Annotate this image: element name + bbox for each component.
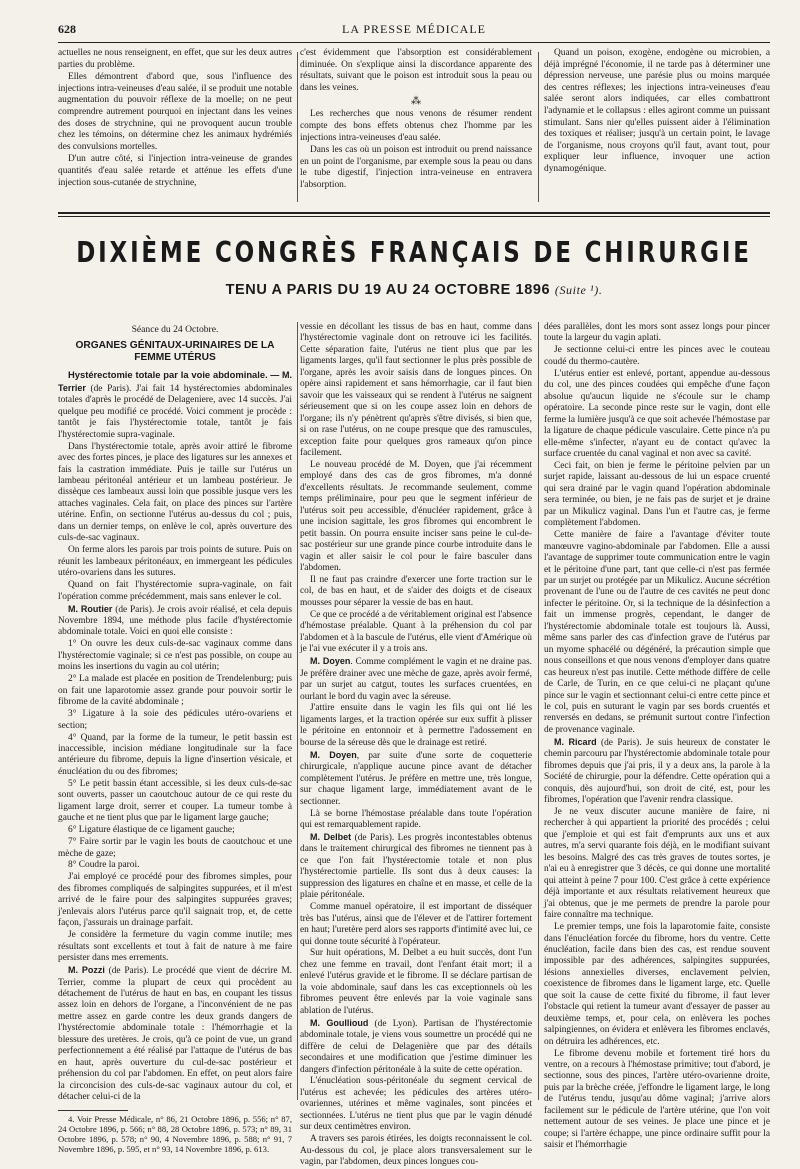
main-column-3 (544, 322, 771, 1151)
speaker-name: M. Delbet (310, 831, 352, 842)
paragraph: On ferme alors les parois par trois points de suture. Puis on réunit les lambeaux péritonéaux, en immergeant les pédicules utéro-ovariens dans les sutures. (58, 545, 292, 579)
paragraph: 7° Faire sortir par le vagin les bouts de caoutchouc et une mèche de gaze; (58, 837, 292, 859)
paragraph: Je considère la fermeture du vagin comme inutile; mes résultats sont excellents et tout à fait de nature à me faire persister dans mes errements. (58, 930, 292, 964)
paragraph: Quand on fait l'hystérectomie supra-vaginale, on fait l'opération comme précédemment, mais sans enlever le col. (58, 580, 292, 602)
paragraph: Il ne faut pas craindre d'exercer une forte traction sur le col, de bas en haut, et de s'aider des doigts et de ciseaux mousses pour séparer la vessie de bas en haut. (300, 574, 532, 608)
paragraph: J'attire ensuite dans le vagin les fils qui ont lié les ligaments larges, et la traction opérée sur eux suffit à plisser le péritoine en entonnoir et à permettre l'adossement en bourse de la séreuse dès que le drainage est retiré. (300, 703, 532, 748)
header-rule (58, 42, 770, 43)
paragraph: 3° Ligature à la soie des pédicules utéro-ovariens et section; (58, 709, 292, 731)
paragraph: Ceci fait, on bien je ferme le péritoine pelvien par un surjet rapide, laissant au-dessous de lui un espace cruenté qui sera drainé par le vagin quand l'opération abdominale sera terminée, ou bien, je ne fais pas de surjet et je draine par un Mikulicz vaginal. Dans l'un et l'autre cas, je ferme complètement l'abdomen. (544, 460, 770, 529)
paragraph: actuelles ne nous renseignent, en effet, que sur les deux autres parties du problème. (58, 48, 292, 70)
main-column-2 (300, 322, 532, 1168)
top-column-1 (58, 48, 292, 190)
paragraph: Là se borne l'hémostase préalable dans toute l'opération qui est remarquablement rapide. (300, 808, 532, 830)
section-separator (58, 212, 770, 214)
main-column-1 (58, 322, 293, 1155)
paragraph: 1° On ouvre les deux culs-de-sac vaginaux comme dans l'hystérectomie vaginale; si ce n'est pas possible, on coupe au moins les insertions du vagin au col utérin; (58, 639, 292, 673)
journal-title: LA PRESSE MÉDICALE (341, 22, 486, 36)
section-separator (58, 216, 770, 217)
paragraph: M. Routier (de Paris). Je crois avoir réalisé, et cela depuis Novembre 1894, une méthode plus facile d'hystérectomie abdominale totale. Voici en quoi elle consiste : (58, 603, 293, 638)
speaker-name: M. Doyen (310, 749, 357, 760)
paragraph: Je ne veux discuter aucune manière de faire, ni rechercher à qui appartient la priorité des procédés ; celui que j'emploie et qui est fait d'emprunts aux uns et aux autres, m'a servi quarante fois déjà, en le modifiant suivant les besoins. Malgré des cas très graves de toutes sortes, je n'ai eu à enregistrer que 3 décès, ce qui donne une mortalité qui atteint à peine 7 pour 100. C'est grâce à cette expérience déjà importante et aux résultats relativement heureux que j'ai obtenus, que je me permets de prendre la parole pour faire connaître ma technique. (544, 807, 770, 921)
subheading: Hystérectomie totale par la voie abdominale. (68, 369, 268, 381)
suite-note: (Suite ¹). (554, 283, 603, 297)
page-header (58, 22, 770, 40)
paragraph: 8° Coudre la paroi. (68, 860, 140, 871)
speaker-name: — M. Terrier (58, 370, 292, 393)
paragraph: Le nouveau procédé de M. Doyen, que j'ai récemment employé dans des cas de gros fibromes, m'a donné d'excellents résultats. Je recommande seulement, comme temps préliminaire, pour peu que le segment inférieur de l'utérus soit peu accessible, d'énucléer rapidement, grâce à une incision sagittale, les gros fibromes qui encombrent le petit bassin. On pourra ensuite inciser sans peine le cul-de-sac postérieur sur une grande pince courbe introduite dans le vagin et aller saisir le col pour le faire basculer dans l'abdomen. (300, 459, 532, 574)
paragraph: Je sectionne celui-ci entre les pinces avec le couteau coudé du thermo-cautère. (544, 345, 770, 367)
paragraph: c'est évidemment que l'absorption est considérablement diminuée. On s'explique ainsi la discordance apparente des résultats, suivant que le poison est introduit sous la peau ou dans les veines. (300, 48, 532, 93)
paragraph: 5° Le petit bassin étant accessible, si les deux culs-de-sac sont ouverts, passer un caoutchouc autour de ce qui reste du ligament large droit, serrer et couper. La tumeur tombe à gauche et ne tient plus que par le ligament large gauche; (58, 778, 292, 824)
paragraph: dées parallèles, dont les mors sont assez longs pour pincer toute la largeur du vagin aplati. (544, 322, 770, 344)
column-divider (297, 322, 298, 1100)
paragraph: J'ai employé ce procédé pour des fibromes simples, pour des fibromes compliqués de salpingites suppurées, et il m'est arrivé de le faire pour des salpingites suppurées graves; j'enlevais alors l'utérus parce qu'il saignait trop, et, de cette façon, j'assurais un drainage parfait. (58, 872, 292, 929)
top-article-continuation (58, 48, 770, 208)
asterism: ⁂ (411, 96, 421, 108)
speaker-name: M. Pozzi (68, 965, 105, 976)
paragraph: Hystérectomie totale par la voie abdominale. — M. Terrier (de Paris). J'ai fait 14 hystérectomies abdominales totales d'après le procédé de Delageniere, avec 14 succès. J'ai quelque peu modifié ce procédé. Voici comment je procède : tantôt je fais l'hystérectomie totale, tantôt je fais l'hystérectomie supra-vaginale. (58, 369, 292, 440)
paragraph: Ce que ce procédé a de véritablement original est l'absence d'hémostase préalable. Quant à la préhension du col par l'abdomen et à la bascule de l'utérus, elle vient d'Amérique où je l'ai vue exécuter il y a trois ans. (300, 609, 532, 655)
paragraph: Les recherches que nous venons de résumer rendent compte des bons effets obtenus chez l'homme par les injections intra-veineuses d'eau salée. (300, 109, 532, 143)
column-divider (297, 52, 298, 202)
paragraph: M. Goullioud (de Lyon). Partisan de l'hystérectomie abdominale totale, je viens vous soumettre un procédé qui ne diffère de celui de Delagenière que par des détails secondaires et une modification que j'estime diminuer les dangers d'infection péritonéale à la suite de cette opération. (300, 1017, 532, 1075)
footnote-rule (58, 1110, 128, 1111)
paragraph: L'énucléation sous-péritonéale du segment cervical de l'utérus est achevée; les pédicules des artères utéro-ovariennes, utérines et même vaginales, sont pincées et sectionnées. L'utérus ne tient plus que par le vagin dénudé sur deux centimètres environ. (300, 1076, 532, 1133)
speaker-name: M. Goullioud (310, 1017, 369, 1028)
paragraph: M. Ricard (de Paris). Je suis heureux de constater le chemin parcouru par l'hystérectomie abdominale totale pour fibromes depuis que j'ai pris, il y a deux ans, la parole à la Société de chirurgie, pour la défendre. Cette opération qui a conquis, dès aujourd'hui, son droit de cité, est, pour les fibromes, l'opération que l'avenir rendra classique. (544, 736, 771, 806)
paragraph: 6° Ligature élastique de ce ligament gauche; (68, 825, 235, 836)
paragraph: 4° Quand, par la forme de la tumeur, le petit bassin est inaccessible, incision médiane longitudinale sur la face antérieure du fibrome, depuis la ligne d'insertion vésicale, et énucléation du ou des fibromes; (58, 732, 292, 777)
paragraph: 2° La malade est placée en position de Trendelenburg; puis on fait une laparotomie assez grande pour pouvoir sortir le fibrome de la cavité abdominale ; (58, 674, 292, 708)
paragraph: vessie en décollant les tissus de bas en haut, comme dans l'hystérectomie vaginale dont on retrouve ici les facilités. Cette séparation faite, l'utérus ne tient plus que par les ligaments larges, qu'il faut sectionner le plus près possible de l'organe, après les avoir saisis dans de longues pinces. On opère ainsi rapidement et sans hémorrhagie, car il faut bien savoir que les vaisseaux qui se rendent à l'utérus ne saignent sérieusement que si on les coupe assez loin en dehors de l'organe; ils n'y pénètrent qu'après s'être divisés, si bien que, si on rase l'utérus, on ne coupe presque que des ramuscules, exception faite pour quelques gros rameaux qu'on pince facilement. (300, 322, 532, 458)
session-date: Séance du 24 Octobre. (131, 324, 219, 335)
paragraph: M. Doyen. Comme complément le vagin et ne draine pas. Je préfère drainer avec une mèche de gaze, après avoir fermé, par un surjet au catgut, toutes les surfaces cruentées, en ourlant le bord du vagin avec la séreuse. (300, 656, 532, 702)
paragraph: Le fibrome devenu mobile et fortement tiré hors du ventre, on a recours à l'hémostase primitive; tout d'abord, je sectionne, sous des pinces, l'artère utéro-ovarienne droite, puis par la brèche créée, j'effondre le ligament large, le long de l'utérus tendu, jusqu'au dôme vaginal; j'arrive alors facilement sur le pédicule de l'artère utérine, que l'on voit nettement autour de ses veines. Je place une pince et je coupe; si l'artère échappe, une pince ordinaire suffit pour la saisir et l'hémorrhagie (544, 1048, 770, 1151)
paragraph: Cette manière de faire a l'avantage d'éviter toute manœuvre vagino-abdominale par l'abdomen. Elle a aussi l'avantage de supprimer toute communication entre le vagin et le péritoine d'une part, tant que celle-ci n'est pas fermée par un surjet ou protégée par un Mikulicz. Aucune sécrétion provenant de l'une ou de l'autre de ces cavités ne peut donc infecter le péritoine. Or, si la technique de la désinfection a fait un immense progrès, cependant, le danger de l'hystérectomie abdominale totale est toujours là. Aussi, même sans parler des cas d'infection grave de l'utérus par un myome sphacélé ou dégénéré, la précaution simple que nous conseillons et que nous venons d'employer dans quatre cas heureux n'est pas inutile. Cette méthode diffère de celle de Carle, de Turin, en ce que celui-ci ne plaçant qu'une pince sur le vagin et sectionnant celui-ci entre cette pince et le col, puis en suturant le vagin par ses bords cruentés et renversés en dedans, se prémunit surtout contre l'infection de provenance vaginale. (544, 530, 770, 735)
top-column-3 (544, 48, 770, 177)
section-title: ORGANES GÉNITAUX-URINAIRES DE LA FEMME UTÉRUS (75, 340, 275, 364)
paragraph: Quand un poison, exogène, endogène ou microbien, a déjà imprégné l'économie, il ne tarde pas à déterminer une dépression nerveuse, une parésie plus ou moins marquée des centres réflexes; les injections intra-veineuses d'eau salée seront alors indiquées, car elles combattront l'adynamie et le collapsus : elles agiront comme un puissant stimulant. Sans nier qu'elles puissent aider à l'élimination des toxiques et réaliser; jusqu'à un certain point, le lavage de l'organisme, nous croyons qu'il faut, avant tout, pour expliquer leur influence, invoquer une action dynamogénique. (544, 48, 770, 174)
paragraph: M. Delbet (de Paris). Les progrès incontestables obtenus dans le traitement chirurgical des fibromes ne tiennent pas à ce que l'on fait l'hystérectomie totale et non plus l'hystérectomie partielle. Ils sont dus à deux causes: la suppression des ligatures en chaîne et en masse, et celle de la plaie péritonéale. (300, 831, 532, 901)
congress-report (58, 322, 771, 1168)
paragraph: Elles démontrent d'abord que, sous l'influence des injections intra-veineuses d'eau salée, il se produit une notable augmentation du pouvoir réflexe de la moelle; on ne peut comprendre autrement pourquoi en injectant dans les veines des doses de strychnine, qui ne provoquent aucun trouble chez les témoins, on détermine chez les animaux hydrémiés des convulsions mortelles. (58, 72, 292, 152)
paragraph: D'un autre côté, si l'injection intra-veineuse de grandes quantités d'eau salée retarde et atténue les effets d'une injection sous-cutanée de strychnine, (58, 154, 292, 188)
paragraph: L'utérus entier est enlevé, portant, appendue au-dessous du col, une des pinces coudées qui empêche d'une façon absolue qu'aucun liquide ne s'écoule sur le champ opératoire. La seconde pince reste sur le vagin, dont elle ferme la lumière jusqu'à ce que soit achevée l'hémostase par la ligature de chaque pédicule vasculaire. Cette pince n'a pu elle-même s'infecter, n'ayant eu de contact qu'avec la surface cruentée du canal vaginal et non avec sa cavité. (544, 368, 770, 459)
congress-subtitle (58, 282, 770, 298)
top-column-2 (300, 48, 532, 193)
paragraph: Dans les cas où un poison est introduit ou prend naissance en un point de l'organisme, par exemple sous la peau ou dans le tube digestif, l'injection intra-veineuse en entravera l'absorption. (300, 145, 532, 190)
speaker-name: M. Ricard (554, 736, 597, 747)
congress-dates: TENU A PARIS DU 19 AU 24 OCTOBRE 1896 (225, 282, 551, 298)
column-divider (538, 52, 539, 202)
speaker-name: M. Routier (68, 603, 113, 614)
footnote: 4. Voir Presse Médicale, n° 86, 21 Octobre 1896, p. 556; n° 87, 24 Octobre 1896, p. 566; n° 88, 28 Octobre 1896, p. 573; n° 89, 31 Octobre 1896, p. 578; n° 90, 4 Novembre 1896, p. 588; n° 91, 7 Novembre 1896, p. 595, et n° 93, 14 Novembre 1896, p. 613. (58, 1113, 292, 1155)
paragraph: Dans l'hystérectomie totale, après avoir attiré le fibrome avec des fortes pinces, je place des ligatures sur les annexes et fais la castration immédiate. Puis je taille sur l'utérus un lambeau péritonéal antérieur et un lambeau postérieur. Je dissèque ces lambeaux aussi loin que possible jusque vers les attaches vaginales. Cela fait, on place des pinces sur l'artère utérine. Enfin, on sectionne l'utérus au-dessus du col ; puis, dans un dernier temps, on enlève le col, après ouverture des culs-de-sac vaginaux. (58, 441, 292, 544)
paragraph: Sur huit opérations, M. Delbet a eu huit succès, dont l'un chez une femme en travail, dont l'enfant était mort; il a enlevé l'utérus gravide et le fibrome. Il se déclare partisan de la voie abdominale, sauf dans les cas exceptionnels où les fibromes peuvent être enlevés par la voie vaginale sans ablation de l'utérus. (300, 948, 532, 1016)
paragraph: M. Doyen, par suite d'une sorte de coquetterie chirurgicale, n'applique aucune pince avant de détacher complètement l'utérus. Je préfère en mettre une, très longue, sur chaque ligament large, immédiatement avant de le sectionner. (300, 749, 532, 807)
column-divider (538, 322, 539, 1100)
paragraph: M. Pozzi (de Paris). Le procédé que vient de décrire M. Terrier, comme la plupart de ceux qui procèdent au détachement de l'utérus de haut en bas, en coupant les tissus assez loin en dehors de l'organe, a l'inconvénient de ne pas mettre assez en garde contre les deux grands dangers de l'hystérectomie abdominale totale : l'hémorrhagie et la blessure des uretères. Je crois, qu'à ce point de vue, un grand perfectionnement a été réalisé par l'attaque de l'utérus de bas en haut, après ouverture du cul-de-sac postérieur et préhension du col par l'abdomen. En effet, on peut alors faire la circoncision des culs-de-sac vaginaux autour du col, et détacher celui-ci de la (58, 965, 293, 1103)
paragraph: Comme manuel opératoire, il est important de disséquer très bas l'utérus, ainsi que de l'élever et de l'attirer fortement en haut; l'uretère perd alors ses rapports d'intimité avec lui, ce qui donne toute sécurité à l'opérateur. (300, 902, 532, 947)
page-number: 628 (58, 22, 76, 36)
congress-title: DIXIÈME CONGRÈS FRANÇAIS DE CHIRURGIE (76, 236, 752, 270)
paragraph: A travers ses parois étirées, les doigts reconnaissent le col. Au-dessous du col, je place alors transversalement sur le vagin, par l'abdomen, deux pinces longues cou- (300, 1134, 532, 1168)
paragraph: Le premier temps, une fois la laparotomie faite, consiste dans l'énucléation forcée du fibrome, hors du ventre. Cette énucléation, facile dans bien des cas, est rendue souvent impossible par des adhérences, salpingites suppurées, lésions annexielles diverses, enclavement pelvien, coexistence de fibromes dans le ligament large, etc. Quelle que soit la cause de cette fixité du fibrome, il faut lever l'obstacle qui retient la tumeur avant d'essayer de passer au deuxième temps, et, pour cela, on enlèvera les poches salpingiennes, on évidera et enlèvera les fibromes enclavés, on détruira les adhérences, etc. (544, 922, 770, 1047)
speaker-name: M. Doyen (310, 656, 351, 667)
